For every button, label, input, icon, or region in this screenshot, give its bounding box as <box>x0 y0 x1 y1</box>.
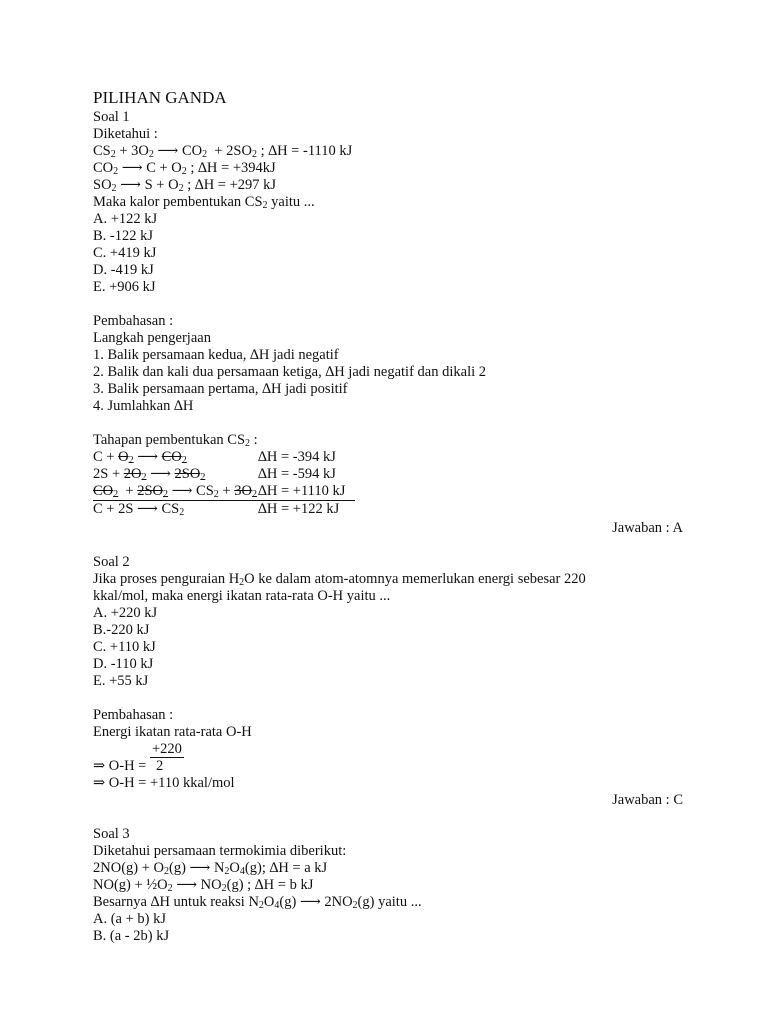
hess-row-1: $C + O_2$ ⟶ $CO_2$ ∆H = -394 kJ <box>93 449 336 466</box>
option-d: D. -419 kJ <box>93 262 154 278</box>
hess-row-4: C + 2S ⟶ $CS_2$ ∆H = +122 kJ <box>93 501 340 518</box>
option-a: A. +220 kJ <box>93 605 158 621</box>
option-e: E. +906 kJ <box>93 279 156 295</box>
soal3-diketahui: Diketahui persamaan termokimia diberikut: <box>93 843 347 859</box>
option-b: B. (a - 2b) kJ <box>93 928 170 944</box>
step-1: 1. Balik persamaan kedua, ∆H jadi negatif <box>93 347 339 363</box>
fraction-row: ⇒ O-H = 2 <box>93 758 164 774</box>
tahapan-label: Tahapan pembentukan $CS_2$ : <box>93 432 258 449</box>
soal2-question-1: Jika proses penguraian $H_2O$ ke dalam atom-atomnya memerlukan energi sebesar 220 <box>93 571 586 588</box>
jawaban-soal2: Jawaban : C <box>612 792 683 808</box>
option-a: A. +122 kJ <box>93 211 158 227</box>
page-title: PILIHAN GANDA <box>93 88 227 107</box>
soal1-heading: Soal 1 <box>93 109 130 125</box>
soal2-question-2: kkal/mol, maka energi ikatan rata-rata O-H yaitu ... <box>93 588 391 604</box>
option-e: E. +55 kJ <box>93 673 149 689</box>
soal1-equation-3: $SO_2$ ⟶ $S + O_2$ ; ∆H = +297 kJ <box>93 177 277 194</box>
soal3-heading: Soal 3 <box>93 826 130 842</box>
option-b: B. -122 kJ <box>93 228 154 244</box>
soal1-equation-2: $CO_2$ ⟶ $C + O_2$ ; ∆H = +394kJ <box>93 160 276 177</box>
soal1-question: Maka kalor pembentukan $CS_2$ yaitu ... <box>93 194 315 211</box>
soal3-equation-1: $2NO(g) + O_2(g)$ ⟶ $N_2O_4(g)$; ∆H = a kJ <box>93 860 328 877</box>
pembahasan-label: Pembahasan : <box>93 313 174 329</box>
option-b: B.-220 kJ <box>93 622 150 638</box>
soal1-equation-1: $CS_2 + 3O_2$ ⟶ $CO_2 + 2SO_2$ ; ∆H = -1110 kJ <box>93 143 353 160</box>
soal3-question: Besarnya ∆H untuk reaksi $N_2O_4(g)$ ⟶ $2NO_2(g)$ yaitu ... <box>93 894 422 911</box>
option-a: A. (a + b) kJ <box>93 911 167 927</box>
jawaban-soal1: Jawaban : A <box>612 520 683 536</box>
soal3-equation-2: $NO(g) + \frac{1}{2}O_2$ ⟶ $NO_2(g)$ ; ∆H = b kJ <box>93 877 314 894</box>
option-c: C. +110 kJ <box>93 639 156 655</box>
document <box>93 88 683 945</box>
energi-label: Energi ikatan rata-rata O-H <box>93 724 252 740</box>
langkah-label: Langkah pengerjaan <box>93 330 211 346</box>
hess-row-2: $2S + 2O_2$ ⟶ $2SO_2$ ∆H = -594 kJ <box>93 466 336 483</box>
option-c: C. +419 kJ <box>93 245 157 261</box>
soal2-heading: Soal 2 <box>93 554 130 570</box>
step-4: 4. Jumlahkan ∆H <box>93 398 194 414</box>
step-3: 3. Balik persamaan pertama, ∆H jadi positif <box>93 381 348 397</box>
fraction-numerator: +220 <box>152 741 182 757</box>
pembahasan-label: Pembahasan : <box>93 707 174 723</box>
step-2: 2. Balik dan kali dua persamaan ketiga, ∆H jadi negatif dan dikali 2 <box>93 364 487 380</box>
hess-row-3: $CO_2 + 2SO_2$ ⟶ $CS_2 + 3O_2$ ∆H = +1110 kJ <box>93 483 355 501</box>
soal1-diketahui: Diketahui : <box>93 126 158 142</box>
option-d: D. -110 kJ <box>93 656 154 672</box>
result-line: ⇒ O-H = +110 kkal/mol <box>93 775 235 791</box>
